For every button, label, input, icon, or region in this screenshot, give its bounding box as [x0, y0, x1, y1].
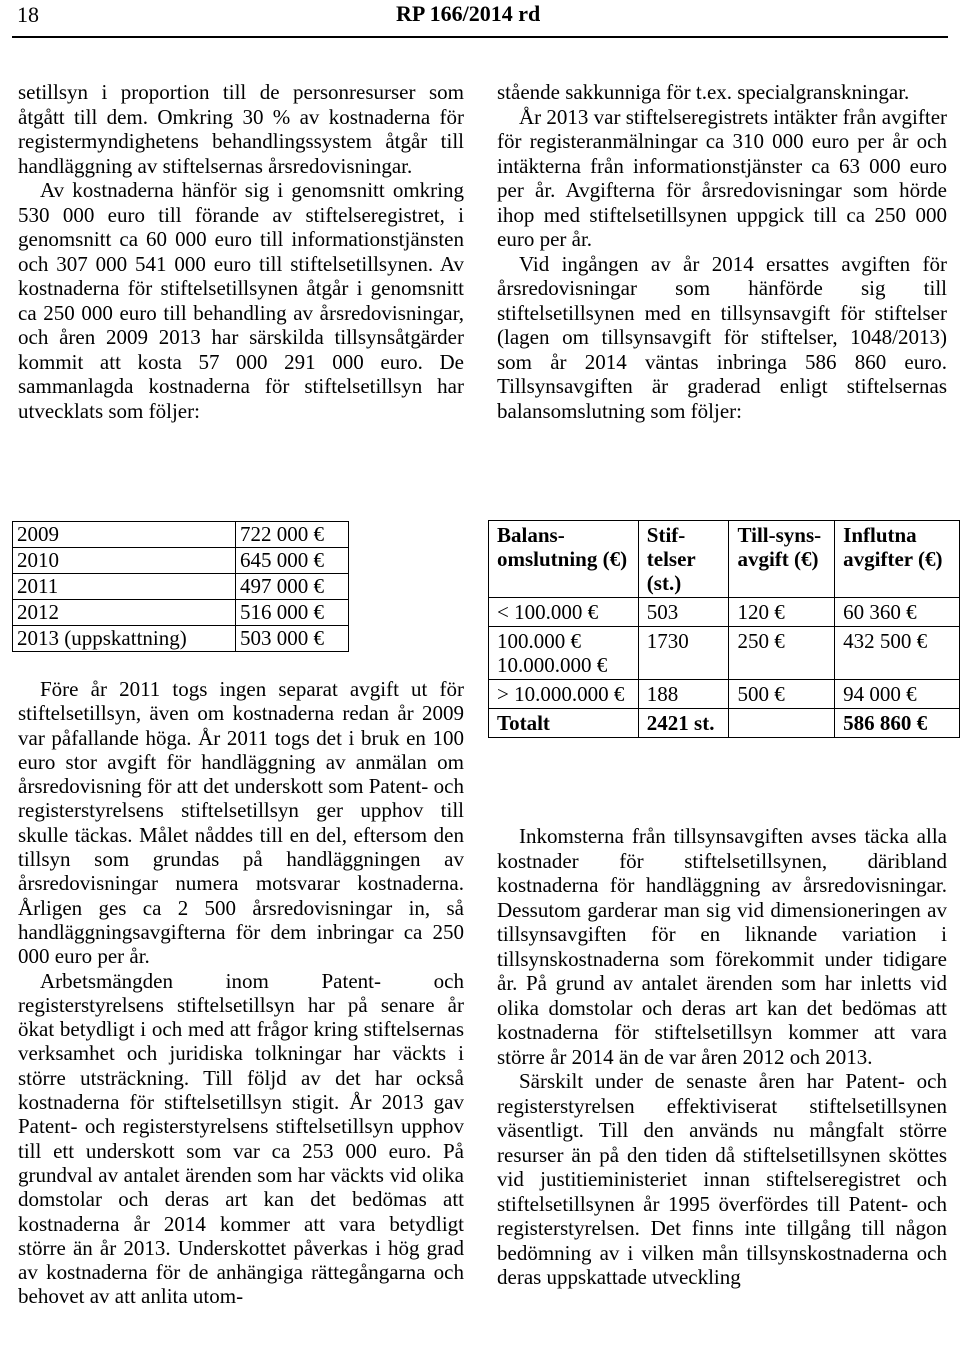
- cell: 503: [638, 598, 729, 627]
- right-column-top: [497, 80, 947, 423]
- table-row: [13, 600, 349, 626]
- year-cell: 2012: [13, 600, 236, 626]
- header-rule: [12, 36, 948, 38]
- cost-cell: 722 000 €: [236, 522, 349, 548]
- cell: 60 360 €: [835, 598, 960, 627]
- table-row: [13, 574, 349, 600]
- cost-cell: 503 000 €: [236, 626, 349, 652]
- year-cell: 2010: [13, 548, 236, 574]
- table-header-row: [489, 521, 960, 598]
- header-foundations: Stif-telser (st.): [638, 521, 729, 598]
- document-reference: RP 166/2014 rd: [396, 1, 541, 26]
- cell: 1730: [638, 627, 729, 680]
- cell: > 10.000.000 €: [489, 680, 639, 709]
- table-row: [489, 680, 960, 709]
- cell: 94 000 €: [835, 680, 960, 709]
- paragraph: Av kostnaderna hänför sig i genomsnitt omkring 530 000 euro till förande av stiftelseregistret, i genomsnitt ca 60 000 euro till informationstjänsten och 307 000 541 000 euro till stiftelsetillsynen. Av kostnaderna för stiftelsetillsynen åtgår i genomsnitt ca 250 000 euro till behandling av årsredovisningar, och åren 2009 2013 har särskilda tillsynsåtgärder kommit att kosta 57 000 291 000 euro. De sammanlagda kostnaderna för stiftelsetillsyn har utvecklats som följer:: [18, 178, 464, 423]
- table-row: [489, 598, 960, 627]
- paragraph: Arbetsmängden inom Patent- och registerstyrelsens stiftelsetillsyn har på senare år ökat betydligt i och med att frågor kring stiftelsernas verksamhet och juridiska tolkningar har väckts i större utsträckning. Till följd av det har också kostnaderna för stiftelsetillsyn stigit. År 2013 gav Patent- och registerstyrelsens stiftelsetillsyn upphov till ett underskott som var ca 253 000 euro. På grundval av antalet ärenden som har väckts vid olika domstolar och deras art kan det bedömas att kostnaderna år 2014 kommer att vara betydligt större än år 2013. Underskottet påverkas i hög grad av kostnaderna för de anhängiga rättegångarna och behovet av att anlita utom-: [18, 968, 464, 1309]
- cost-cell: 645 000 €: [236, 548, 349, 574]
- cell: 100.000 € 10.000.000 €: [489, 627, 639, 680]
- right-column-bottom: [497, 824, 947, 1290]
- total-empty: [729, 709, 835, 738]
- table-row: [13, 548, 349, 574]
- table-row: [13, 522, 349, 548]
- paragraph: Särskilt under de senaste åren har Patent- och registerstyrelsen effektiviserat stiftelsetillsynen väsentligt. Till den används nu mångfalt större resurser än på den tiden då stiftelsetillsynen sköttes vid justitieministeriet innan stiftelseregistret och stiftelsetillsynen år 1995 överfördes till Patent- och registerstyrelsen. Det finns inte tillgång till någon bedömning av i vilken mån tillsynskostnaderna och deras uppskattade utveckling: [497, 1069, 947, 1289]
- cost-table: [12, 521, 349, 652]
- paragraph: Vid ingången av år 2014 ersattes avgiften för årsredovisningar som hänförde sig till stiftelsetillsynen med en tillsynsavgift för stiftelser (lagen om tillsynsavgift för stiftelser, 1048/2013) som år 2014 väntas inbringa 586 860 euro. Tillsynsavgiften är graderad enligt stiftelsernas balansomslutning som följer:: [497, 251, 947, 423]
- cell: < 100.000 €: [489, 598, 639, 627]
- paragraph: Före år 2011 togs ingen separat avgift ut för stiftelsetillsyn, även om kostnaderna redan år 2009 var påfallande höga. År 2011 togs det i bruk en 100 euro stor avgift för handläggning av anmälan om årsredovisning för att det underskott som Patent- och registerstyrelsens stiftelsetillsyn ger upphov till skulle täckas. Målet nåddes till en del, eftersom den tillsyn som grundas på handläggningen av årsredovisningar numera motsvarar kostnaderna. Årligen ges ca 2 500 årsredovisningar in, så handläggningsavgifterna för dem inbringar ca 250 000 euro per år.: [18, 677, 464, 969]
- left-column-bottom: [18, 677, 464, 1309]
- cell: 250 €: [729, 627, 835, 680]
- total-count: 2421 st.: [638, 709, 729, 738]
- fee-table: [488, 520, 960, 738]
- header-collected: Influtna avgifter (€): [835, 521, 960, 598]
- year-cell: 2013 (uppskattning): [13, 626, 236, 652]
- table-row: [489, 627, 960, 680]
- cost-cell: 516 000 €: [236, 600, 349, 626]
- cell: 120 €: [729, 598, 835, 627]
- total-sum: 586 860 €: [835, 709, 960, 738]
- table-row: [13, 626, 349, 652]
- paragraph: År 2013 var stiftelseregistrets intäkter från avgifter för registeranmälningar ca 310 000 euro per år och intäkterna från informationstjänster ca 63 000 euro per år. Avgifterna för årsredovisningar som hörde ihop med stiftelsetillsynen uppgick till ca 250 000 euro per år.: [497, 104, 948, 251]
- paragraph: Inkomsterna från tillsynsavgiften avses täcka alla kostnader för stiftelsetillsynen, däribland kostnaderna för handläggning av årsredovisningar. Dessutom garderar man sig vid dimensioneringen av tillsynsavgiften för en liknande variation i tillsynskostnaderna som förekommit under tidigare år. På grund av antalet ärenden som har inletts vid olika domstolar och deras art kan det bedömas att kostnaderna för stiftelsetillsyn kommer att vara större år 2014 än de var åren 2012 och 2013.: [497, 824, 947, 1069]
- cell: 432 500 €: [835, 627, 960, 680]
- paragraph: stående sakkunniga för t.ex. specialgranskningar.: [497, 80, 910, 104]
- cell: 500 €: [729, 680, 835, 709]
- header-balance: Balans-omslutning (€): [489, 521, 639, 598]
- left-column-top: [18, 80, 464, 423]
- table-total-row: [489, 709, 960, 738]
- header-fee: Till-syns-avgift (€): [729, 521, 835, 598]
- paragraph: setillsyn i proportion till de personresurser som åtgått till dem. Omkring 30 % av kostnaderna för registermyndighetens behandlingssystem åtgår till handläggning av stiftelsernas årsredovisningar.: [18, 80, 464, 178]
- total-label: Totalt: [489, 709, 639, 738]
- page-header: [0, 0, 960, 36]
- page-number: 18: [17, 2, 39, 27]
- cell: 188: [638, 680, 729, 709]
- year-cell: 2009: [13, 522, 236, 548]
- cost-cell: 497 000 €: [236, 574, 349, 600]
- year-cell: 2011: [13, 574, 236, 600]
